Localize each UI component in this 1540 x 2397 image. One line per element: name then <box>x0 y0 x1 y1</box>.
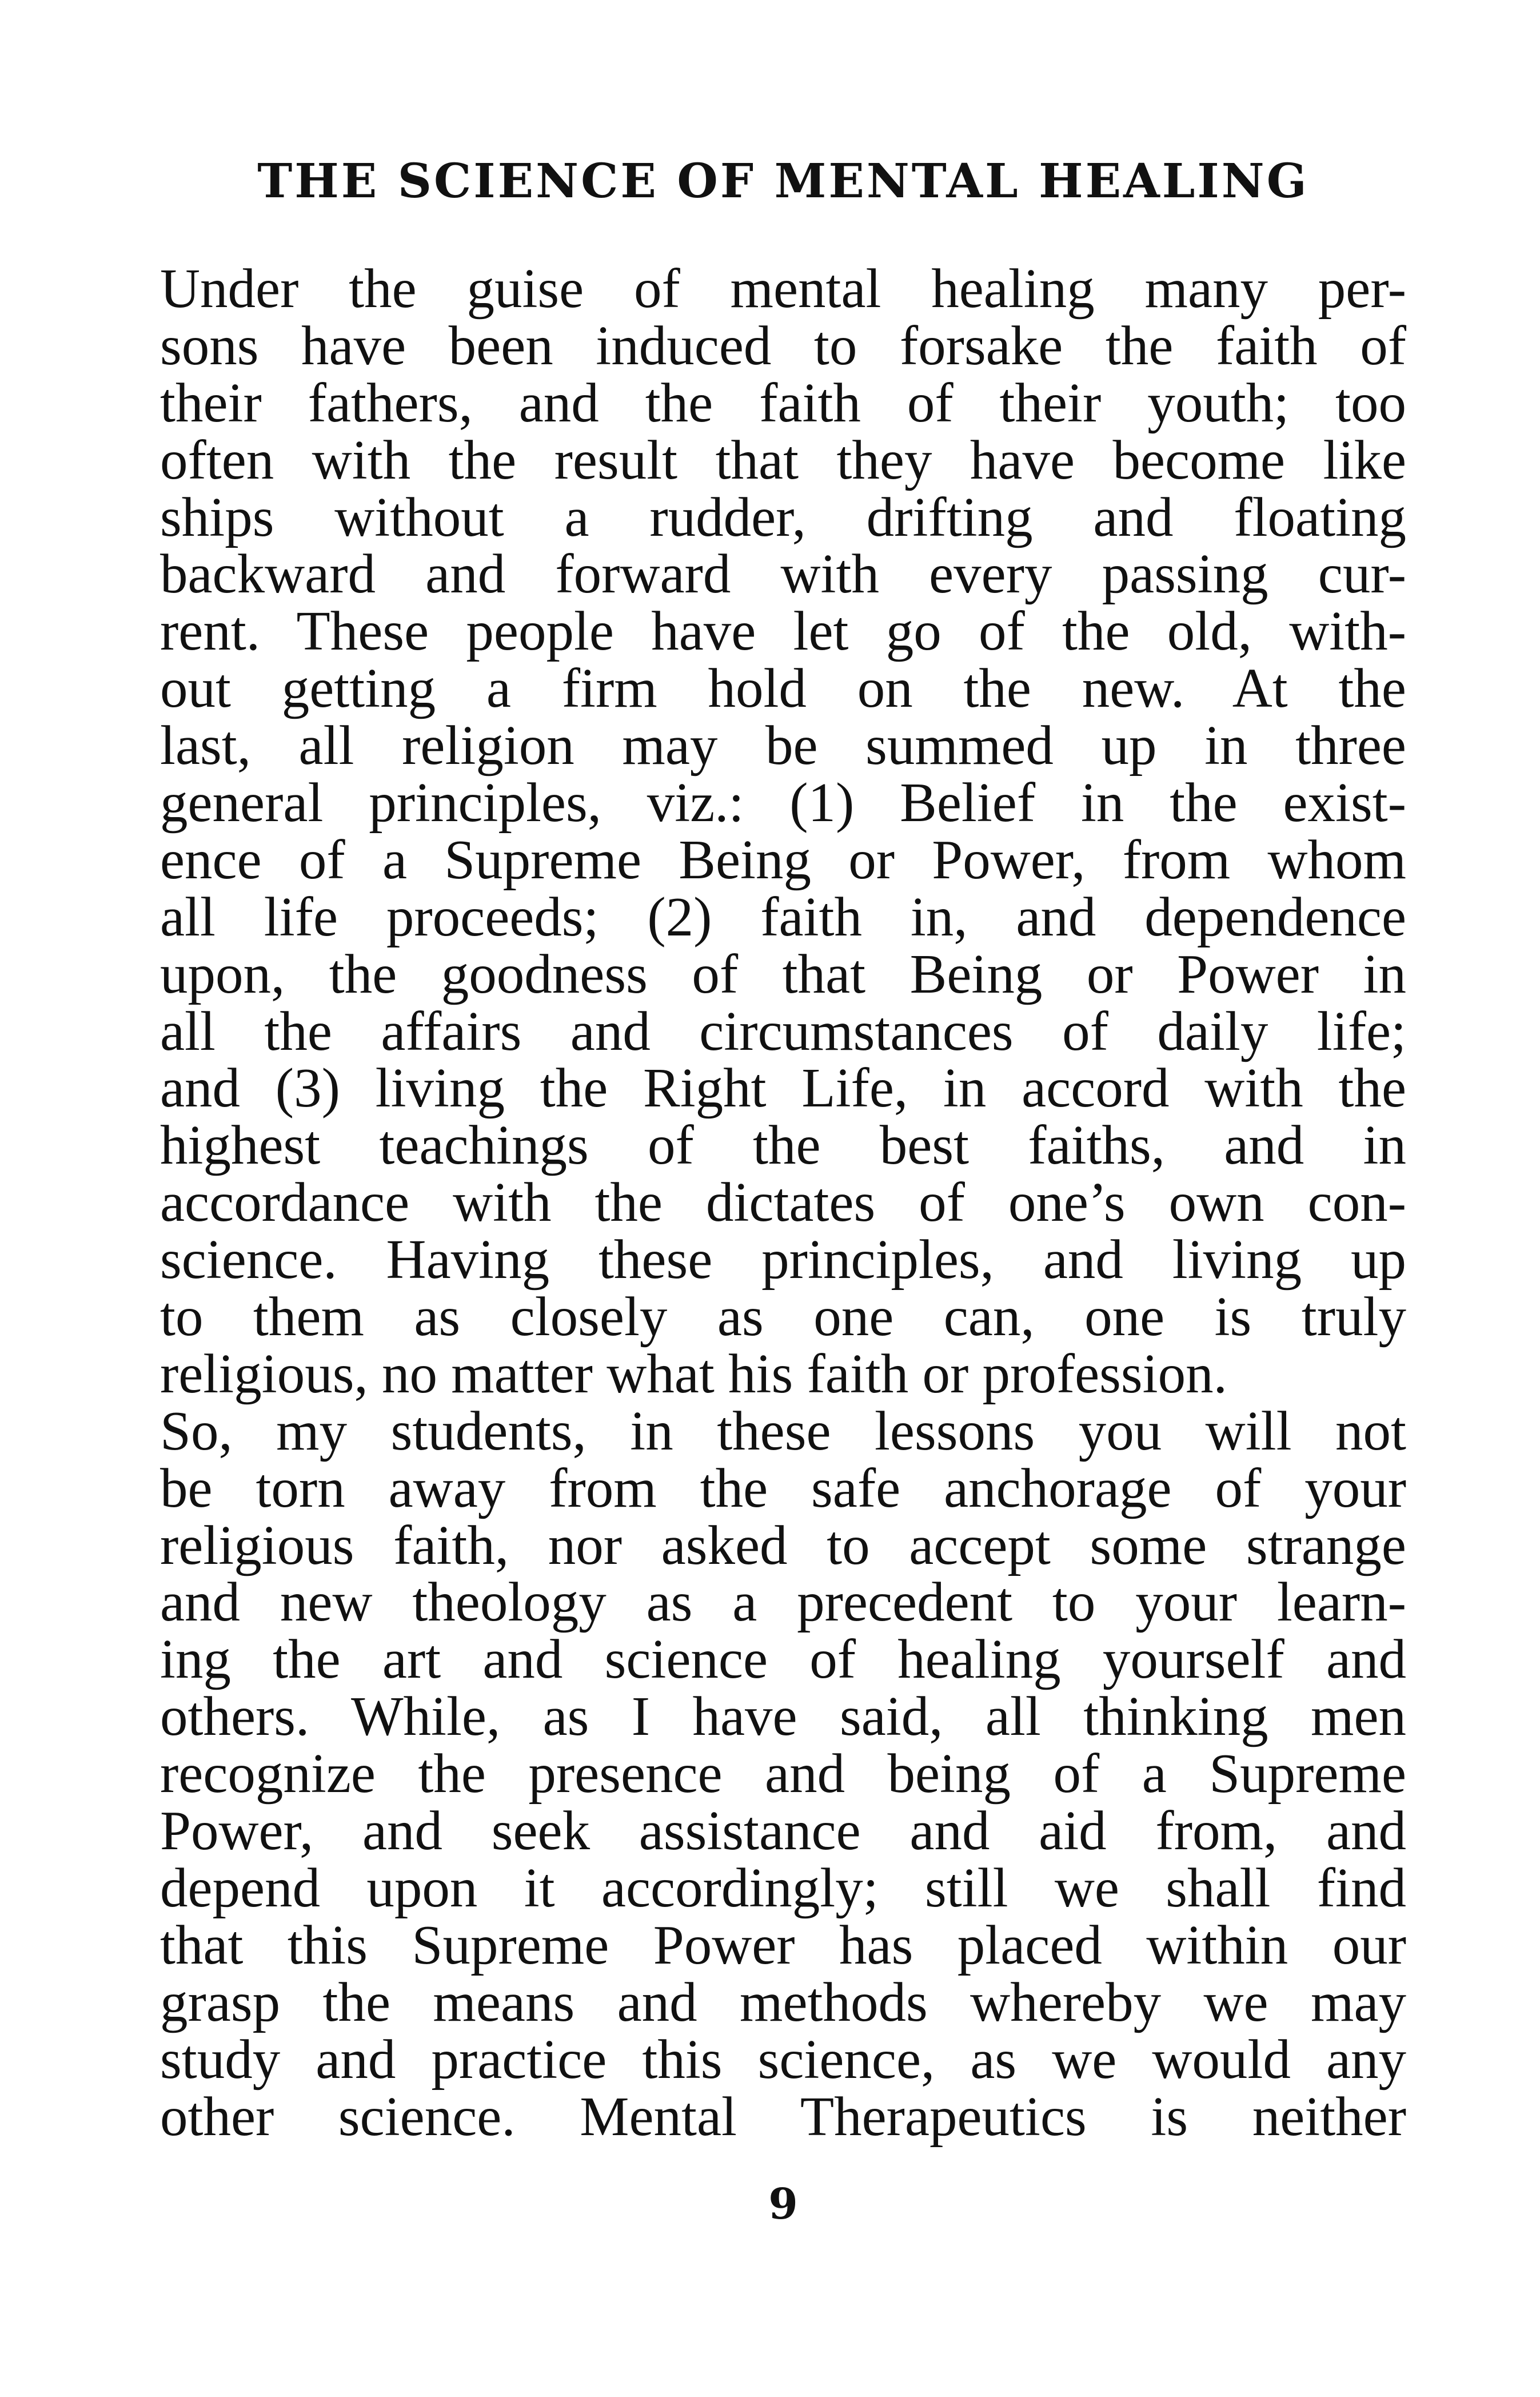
text-line: last, all religion may be summed up in three <box>160 715 1406 777</box>
text-line: backward and forward with every passing cur- <box>160 543 1406 605</box>
text-line: study and practice this science, as we would any <box>160 2028 1406 2090</box>
page-number: 9 <box>768 2180 798 2229</box>
text-line: their fathers, and the faith of their youth; too <box>160 372 1406 433</box>
text-line: ing the art and science of healing yourself and <box>160 1628 1406 1690</box>
text-line: depend upon it accordingly; still we shall find <box>160 1857 1406 1918</box>
text-line: and new theology as a precedent to your learn- <box>160 1571 1406 1633</box>
text-line: accordance with the dictates of one’s own con- <box>160 1172 1406 1233</box>
text-line: general principles, viz.: (1) Belief in the exist- <box>160 772 1406 834</box>
running-head: THE SCIENCE OF MENTAL HEALING <box>257 154 1309 209</box>
text-line: ence of a Supreme Being or Power, from whom <box>160 829 1406 890</box>
body-text <box>160 260 1406 2145</box>
text-line: often with the result that they have become like <box>160 429 1406 491</box>
text-line: out getting a firm hold on the new. At the <box>160 658 1406 719</box>
text-line: religious faith, nor asked to accept some strange <box>160 1514 1406 1576</box>
text-line: sons have been induced to forsake the faith of <box>160 314 1406 376</box>
text-line: to them as closely as one can, one is truly <box>160 1286 1406 1348</box>
text-line: be torn away from the safe anchorage of your <box>160 1457 1406 1519</box>
text-line: ships without a rudder, drifting and floating <box>160 486 1406 548</box>
text-line: upon, the goodness of that Being or Power in <box>160 943 1406 1005</box>
text-line: all life proceeds; (2) faith in, and dependence <box>160 886 1406 947</box>
text-line: Under the guise of mental healing many per- <box>160 258 1406 319</box>
text-line: all the affairs and circumstances of daily life; <box>160 1000 1406 1062</box>
text-line: Power, and seek assistance and aid from, and <box>160 1800 1406 1862</box>
text-line: grasp the means and methods whereby we may <box>160 1971 1406 2033</box>
paragraph-end-line: religious, no matter what his faith or profession. <box>160 1343 1227 1404</box>
text-line: science. Having these principles, and living up <box>160 1229 1406 1291</box>
text-line: others. While, as I have said, all thinking men <box>160 1686 1406 1747</box>
text-line: and (3) living the Right Life, in accord with the <box>160 1057 1406 1119</box>
text-line: rent. These people have let go of the old, with- <box>160 600 1406 662</box>
text-line: highest teachings of the best faiths, and in <box>160 1114 1406 1176</box>
text-line: recognize the presence and being of a Supreme <box>160 1743 1406 1805</box>
text-line: So, my students, in these lessons you will not <box>160 1400 1406 1462</box>
text-line: that this Supreme Power has placed within our <box>160 1914 1406 1976</box>
text-line: other science. Mental Therapeutics is neither <box>160 2085 1406 2147</box>
